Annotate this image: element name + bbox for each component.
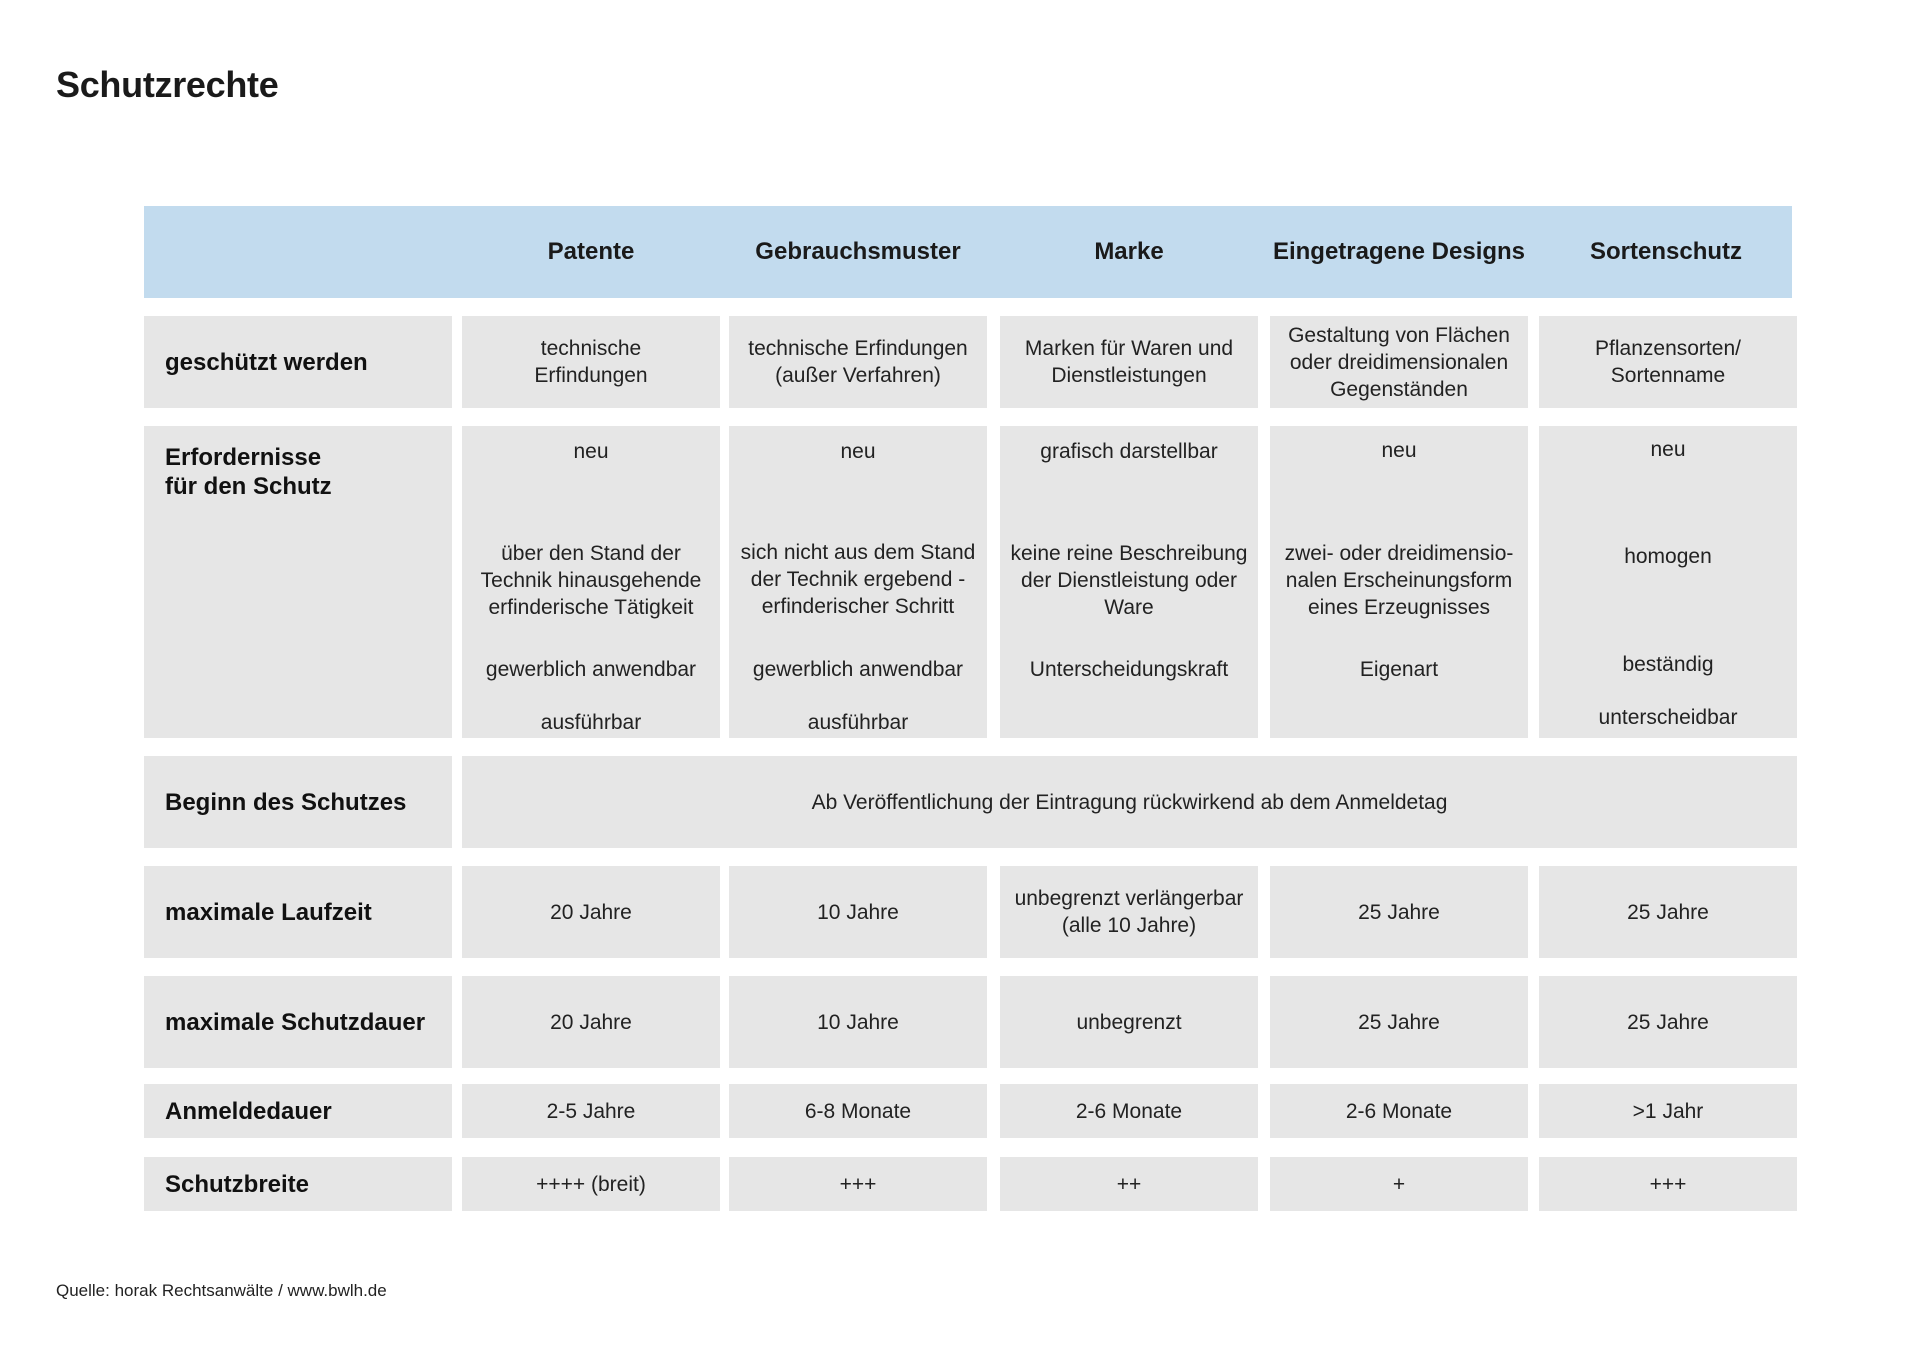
cell-scope-gebrauchsmuster: +++ <box>729 1157 987 1211</box>
source-note: Quelle: horak Rechtsanwälte / www.bwlh.de <box>56 1281 387 1300</box>
row-label-erfordernisse: Erfordernisse für den Schutz <box>144 426 452 738</box>
cell-scope-sortenschutz: +++ <box>1539 1157 1797 1211</box>
cell-filing-designs: 2-6 Monate <box>1270 1084 1528 1138</box>
cell-requirements-designs <box>1270 426 1528 738</box>
cell-requirements-sortenschutz <box>1539 426 1797 738</box>
cell-duration-sortenschutz: 25 Jahre <box>1539 976 1797 1068</box>
cell-scope-designs: + <box>1270 1157 1528 1211</box>
requirement-item: grafisch darstellbar <box>1040 440 1218 463</box>
requirement-item: keine reine Beschreibung der Dienstleistung oder Ware <box>1010 542 1248 619</box>
requirement-item: beständig <box>1622 653 1714 676</box>
cell-requirements-gebrauchsmuster <box>729 426 987 738</box>
column-header-sortenschutz: Sortenschutz <box>1589 238 1742 265</box>
cell-duration-designs: 25 Jahre <box>1270 976 1528 1068</box>
cell-filing-gebrauchsmuster: 6-8 Monate <box>729 1084 987 1138</box>
requirement-item: über den Stand der Technik hinausgehende erfinderische Tätigkeit <box>480 542 702 619</box>
cell-protected-gebrauchsmuster: technische Erfindungen (außer Verfahren) <box>729 316 987 408</box>
cell-scope-marke: ++ <box>1000 1157 1258 1211</box>
column-header-marke: Marke <box>1094 238 1164 265</box>
requirement-item: gewerblich anwendbar <box>485 658 697 681</box>
cell-scope-patente: ++++ (breit) <box>462 1157 720 1211</box>
column-header-gebrauchsmuster: Gebrauchsmuster <box>755 238 961 265</box>
cell-filing-marke: 2-6 Monate <box>1000 1084 1258 1138</box>
row-label-anmeldedauer: Anmeldedauer <box>144 1084 452 1138</box>
requirement-item: gewerblich anwendbar <box>752 658 964 681</box>
requirement-item: neu <box>573 440 609 463</box>
cell-term-designs: 25 Jahre <box>1270 866 1528 958</box>
requirement-item: unterscheidbar <box>1598 706 1738 729</box>
cell-duration-gebrauchsmuster: 10 Jahre <box>729 976 987 1068</box>
column-header-patente: Patente <box>547 238 635 265</box>
requirement-item: homogen <box>1624 545 1712 568</box>
cell-filing-patente: 2-5 Jahre <box>462 1084 720 1138</box>
cell-requirements-patente <box>462 426 720 738</box>
cell-term-marke: unbegrenzt verlängerbar (alle 10 Jahre) <box>1000 866 1258 958</box>
requirement-item: neu <box>1650 438 1686 461</box>
requirement-item: neu <box>840 440 876 463</box>
requirement-item: Unterscheidungskraft <box>1029 658 1229 681</box>
requirement-item: neu <box>1381 439 1417 462</box>
cell-term-patente: 20 Jahre <box>462 866 720 958</box>
row-label-maximale-schutzdauer: maximale Schutzdauer <box>144 976 452 1068</box>
cell-duration-patente: 20 Jahre <box>462 976 720 1068</box>
cell-duration-marke: unbegrenzt <box>1000 976 1258 1068</box>
requirement-item: Eigenart <box>1359 658 1439 681</box>
cell-start-merged: Ab Veröffentlichung der Eintragung rückwirkend ab dem Anmeldetag <box>462 756 1797 848</box>
row-label-geschuetzt-werden: geschützt werden <box>144 316 452 408</box>
row-label-beginn-des-schutzes: Beginn des Schutzes <box>144 756 452 848</box>
cell-protected-sortenschutz: Pflanzensorten/ Sortenname <box>1539 316 1797 408</box>
requirement-item: zwei- oder dreidimensio- nalen Erscheinungsform eines Erzeugnisses <box>1284 542 1514 619</box>
cell-protected-patente: technische Erfindungen <box>462 316 720 408</box>
cell-protected-designs: Gestaltung von Flächen oder dreidimensionalen Gegenständen <box>1270 316 1528 408</box>
row-label-schutzbreite: Schutzbreite <box>144 1157 452 1211</box>
row-label-maximale-laufzeit: maximale Laufzeit <box>144 866 452 958</box>
cell-term-gebrauchsmuster: 10 Jahre <box>729 866 987 958</box>
column-header-eingetragene-designs: Eingetragene Designs <box>1272 238 1526 265</box>
cell-term-sortenschutz: 25 Jahre <box>1539 866 1797 958</box>
requirement-item: ausführbar <box>807 711 909 734</box>
requirement-item: ausführbar <box>540 711 642 734</box>
cell-filing-sortenschutz: >1 Jahr <box>1539 1084 1797 1138</box>
cell-requirements-marke <box>1000 426 1258 738</box>
cell-protected-marke: Marken für Waren und Dienstleistungen <box>1000 316 1258 408</box>
requirement-item: sich nicht aus dem Stand der Technik ergebend - erfinderischer Schritt <box>740 541 976 618</box>
page-title: Schutzrechte <box>56 64 279 105</box>
